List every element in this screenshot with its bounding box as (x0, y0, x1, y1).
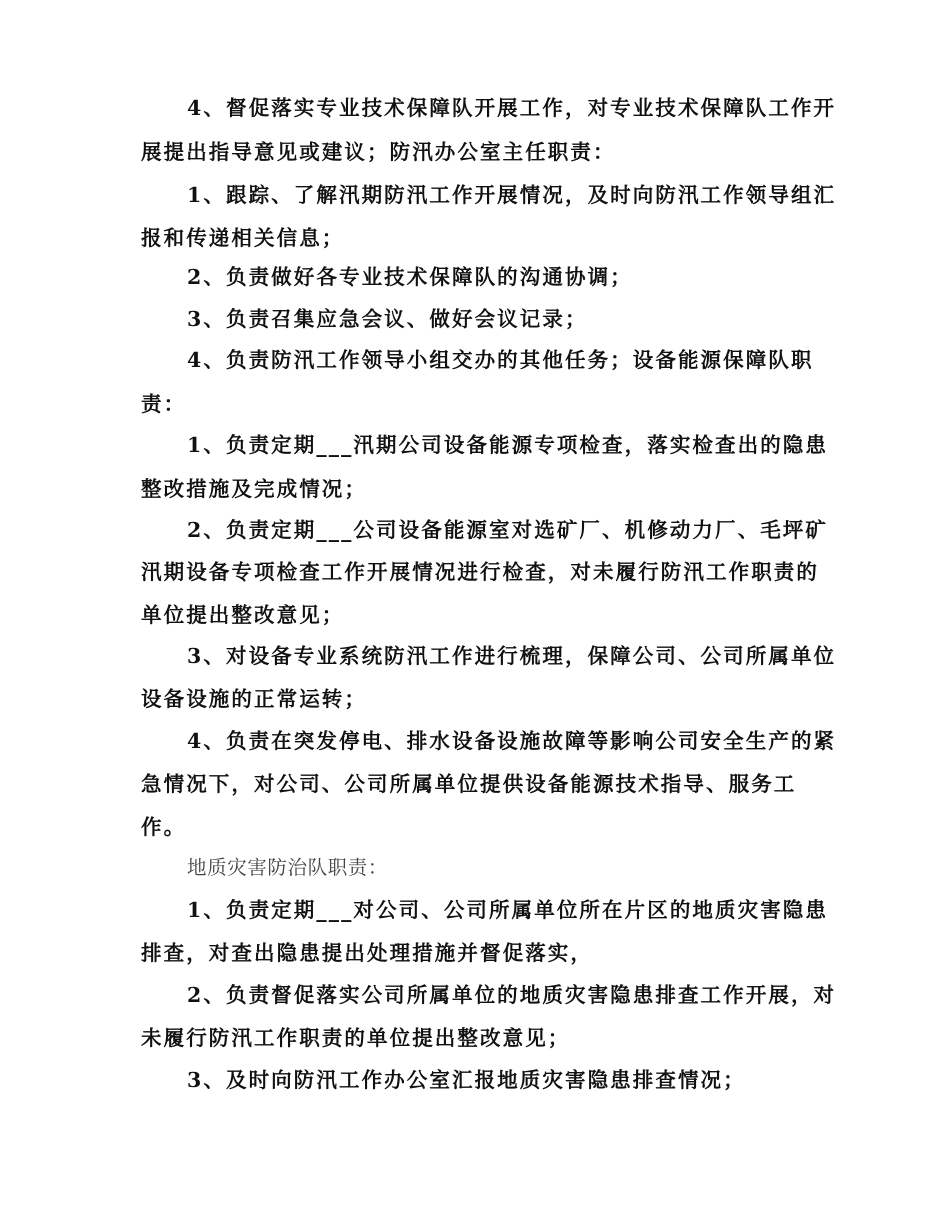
paragraph-line: 未履行防汛工作职责的单位提出整改意见； (141, 1026, 571, 1050)
paragraph-line: 设备设施的正常运转； (141, 687, 367, 711)
paragraph-line: 展提出指导意见或建议；防汛办公室主任职责： (141, 140, 616, 164)
paragraph-line: 1、负责定期___对公司、公司所属单位所在片区的地质灾害隐患 (187, 898, 829, 922)
paragraph-line: 1、跟踪、了解汛期防汛工作开展情况，及时向防汛工作领导组汇 (187, 183, 837, 207)
paragraph-line: 责： (141, 392, 187, 416)
paragraph-line: 4、负责防汛工作领导小组交办的其他任务；设备能源保障队职 (187, 348, 814, 372)
paragraph-line: 2、负责做好各专业技术保障队的沟通协调； (187, 265, 633, 289)
paragraph-line: 急情况下，对公司、公司所属单位提供设备能源技术指导、服务工 (141, 772, 797, 796)
paragraph-line: 单位提出整改意见； (141, 603, 345, 627)
section-heading: 地质灾害防治队职责： (187, 856, 389, 879)
paragraph-line: 3、对设备专业系统防汛工作进行梳理，保障公司、公司所属单位 (187, 644, 837, 668)
paragraph-line: 4、督促落实专业技术保障队开展工作，对专业技术保障队工作开 (187, 96, 837, 120)
paragraph-line: 整改措施及完成情况； (141, 477, 367, 501)
paragraph-line: 2、负责督促落实公司所属单位的地质灾害隐患排查工作开展，对 (187, 983, 837, 1007)
paragraph-line: 排查，对查出隐患提出处理措施并督促落实， (141, 941, 593, 965)
paragraph-line: 1、负责定期___汛期公司设备能源专项检查，落实检查出的隐患 (187, 433, 829, 457)
paragraph-line: 2、负责定期___公司设备能源室对选矿厂、机修动力厂、毛坪矿 (187, 518, 829, 542)
paragraph-line: 3、及时向防汛工作办公室汇报地质灾害隐患排查情况； (187, 1068, 746, 1092)
paragraph-line: 汛期设备专项检查工作开展情况进行检查，对未履行防汛工作职责的 (141, 560, 819, 584)
paragraph-line: 作。 (141, 815, 187, 839)
paragraph-line: 3、负责召集应急会议、做好会议记录； (187, 307, 588, 331)
paragraph-line: 报和传递相关信息； (141, 226, 345, 250)
paragraph-line: 4、负责在突发停电、排水设备设施故障等影响公司安全生产的紧 (187, 729, 837, 753)
